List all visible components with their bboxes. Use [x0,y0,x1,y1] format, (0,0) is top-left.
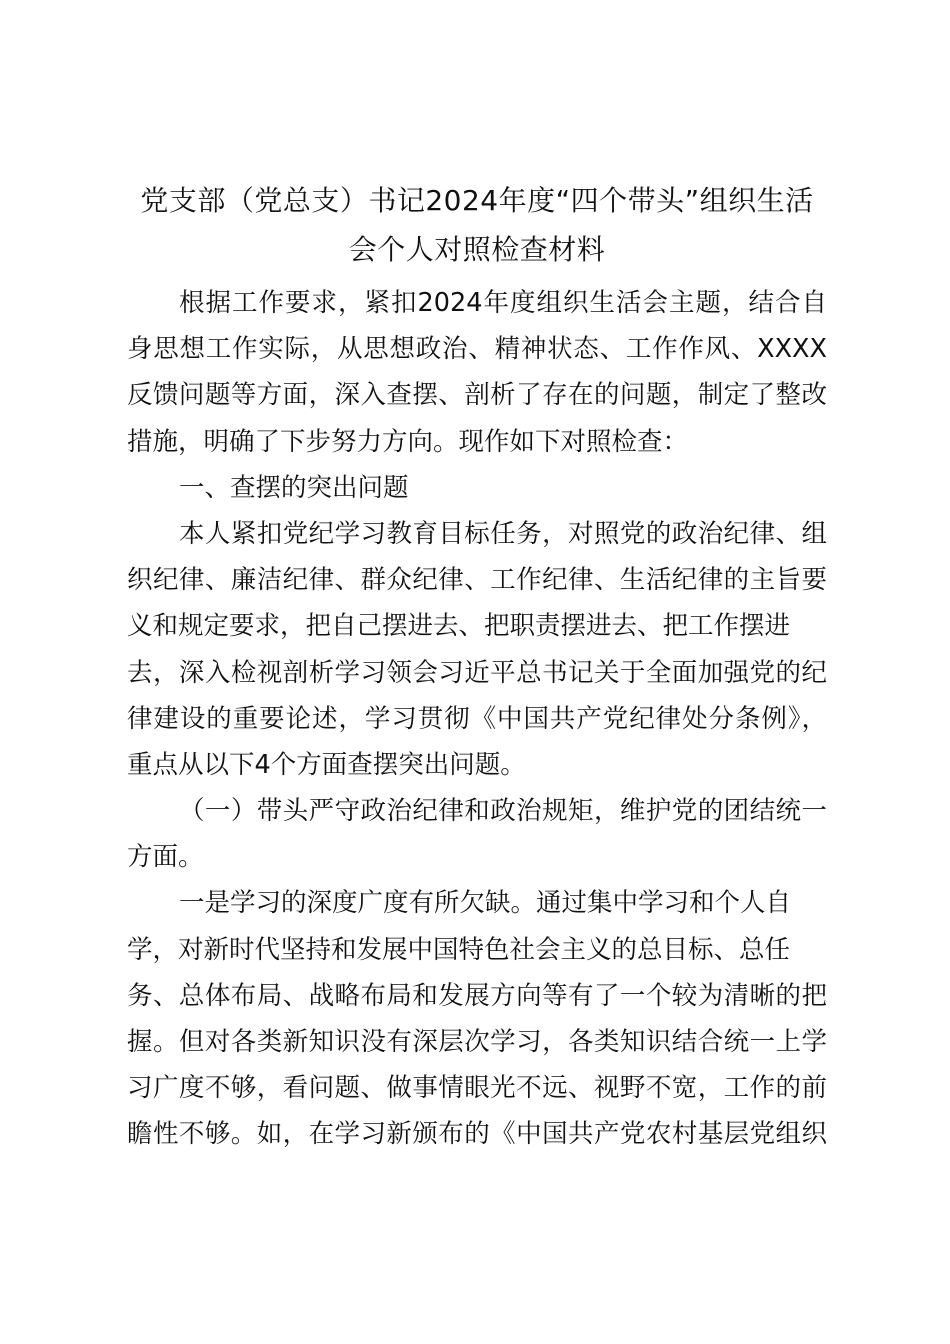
body-line: 瞻性不够。如，在学习新颁布的《中国共产党农村基层党组织 [127,1119,827,1150]
body-line: 义和规定要求，把自己摆进去、把职责摆进去、把工作摆进 [127,611,791,642]
document-body [127,280,827,1158]
document-title [127,176,827,274]
body-line: 握。但对各类新知识没有深层次学习，各类知识结合统一上学 [127,1027,827,1057]
body-line: 身思想工作实际，从思想政治、精神状态、工作作风、XXXX [127,334,827,365]
body-line: 根据工作要求，紧扣2024年度组织生活会主题，结合自 [179,288,827,318]
title-line-2: 会个人对照检查材料 [348,233,606,266]
title-line-1: 党支部（党总支）书记2024年度“四个带头”组织生活 [140,184,814,217]
document-content [127,176,827,1158]
body-line: 措施，明确了下步努力方向。现作如下对照检查： [127,426,689,457]
body-line: 织纪律、廉洁纪律、群众纪律、工作纪律、生活纪律的主旨要 [127,565,827,596]
body-line: 律建设的重要论述，学习贯彻《中国共产党纪律处分条例》， [127,703,827,734]
body-line: 重点从以下4个方面查摆突出问题。 [127,749,526,780]
section-heading: 一、查摆的突出问题 [179,472,409,503]
body-line: 学，对新时代坚持和发展中国特色社会主义的总目标、总任 [127,934,791,965]
body-line: 反馈问题等方面，深入查摆、剖析了存在的问题，制定了整改 [127,380,827,411]
body-line: 去，深入检视剖析学习领会习近平总书记关于全面加强党的纪 [127,657,827,688]
subsection-heading: （一）带头严守政治纪律和政治规矩，维护党的团结统一 [179,796,827,827]
body-line: 习广度不够，看问题、做事情眼光不远、视野不宽，工作的前 [127,1073,827,1104]
body-line: 一是学习的深度广度有所欠缺。通过集中学习和个人自 [179,888,792,919]
body-line: 务、总体布局、战略布局和发展方向等有了一个较为清晰的把 [127,980,827,1011]
body-line: 本人紧扣党纪学习教育目标任务，对照党的政治纪律、组 [179,518,827,549]
subsection-heading-cont: 方面。 [127,842,204,873]
